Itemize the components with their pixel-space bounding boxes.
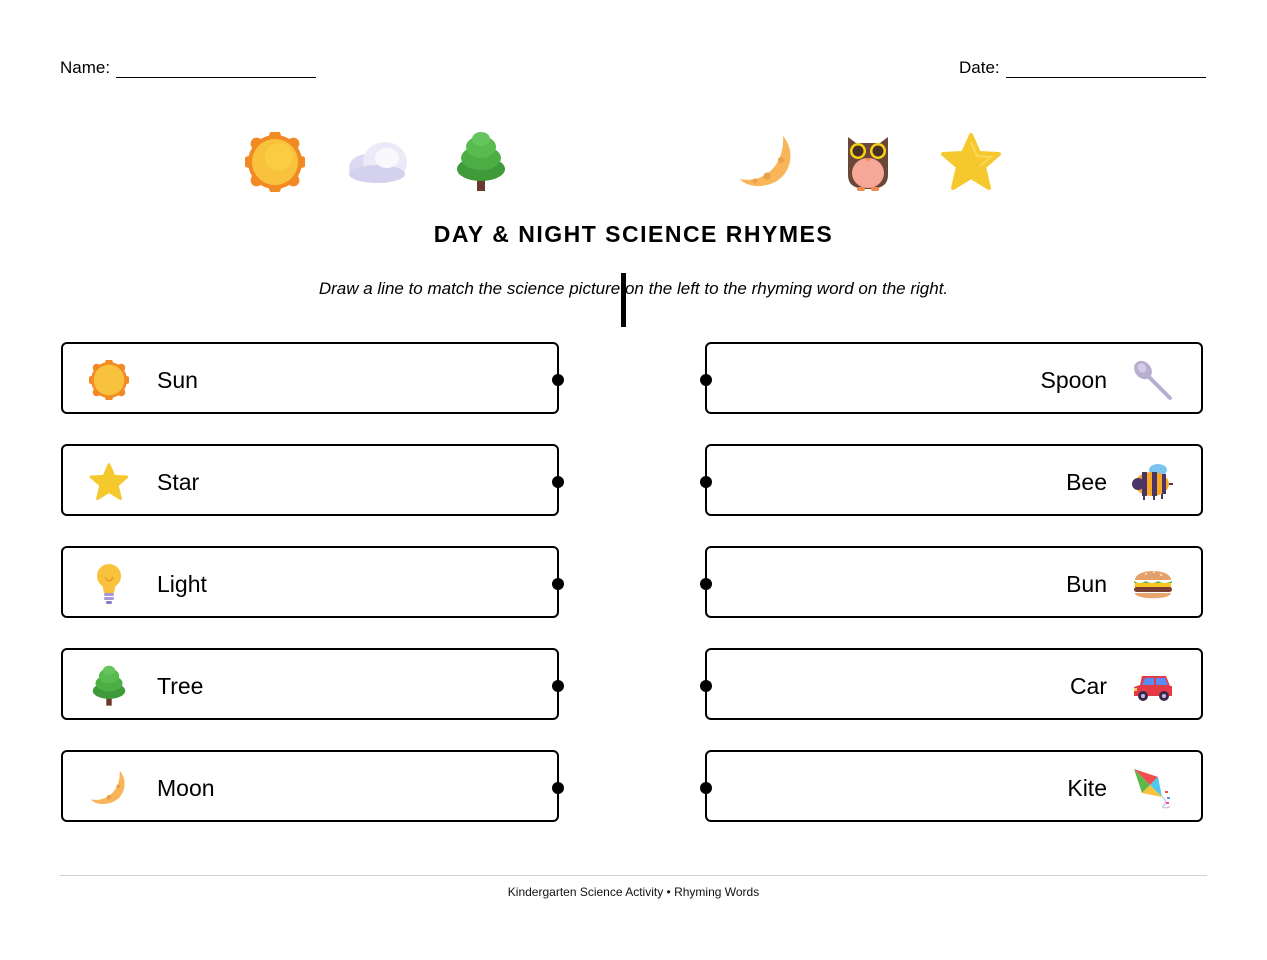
instructions: Draw a line to match the science picture on the left to the rhyming word on the right. — [318, 279, 949, 298]
name-input-line[interactable] — [116, 61, 316, 78]
crescent-moon-icon — [735, 130, 799, 194]
match-dot[interactable] — [552, 476, 564, 488]
tree-icon — [87, 664, 131, 708]
left-word: Moon — [157, 775, 215, 801]
date-input-line[interactable] — [1006, 61, 1206, 78]
left-word: Sun — [157, 367, 198, 393]
right-word: Bun — [1066, 571, 1107, 597]
right-item-spoon[interactable] — [705, 342, 1203, 414]
light-bulb-icon — [87, 562, 131, 606]
tree-icon — [449, 130, 513, 194]
left-item-tree[interactable] — [61, 648, 559, 720]
right-word: Bee — [1066, 469, 1107, 495]
date-label: Date: — [959, 58, 1000, 77]
match-dot[interactable] — [552, 782, 564, 794]
match-dot[interactable] — [700, 476, 712, 488]
match-dot[interactable] — [700, 374, 712, 386]
sun-icon — [243, 130, 307, 194]
banner-icons — [0, 130, 1267, 200]
left-item-sun[interactable] — [61, 342, 559, 414]
right-word: Spoon — [1040, 367, 1107, 393]
kite-icon — [1131, 766, 1175, 810]
left-word: Star — [157, 469, 200, 495]
star-icon — [939, 130, 1003, 194]
page-title: DAY & NIGHT SCIENCE RHYMES — [433, 221, 834, 247]
right-item-bee[interactable] — [705, 444, 1203, 516]
spoon-icon — [1131, 358, 1175, 402]
left-item-moon[interactable] — [61, 750, 559, 822]
match-dot[interactable] — [700, 782, 712, 794]
footer-text: Kindergarten Science Activity • Rhyming Words — [507, 885, 760, 899]
name-field[interactable] — [60, 58, 316, 78]
star-icon — [87, 460, 131, 504]
crescent-moon-icon — [87, 766, 131, 810]
right-word: Kite — [1067, 775, 1107, 801]
name-label: Name: — [60, 58, 111, 77]
match-dot[interactable] — [552, 374, 564, 386]
left-word: Tree — [157, 673, 204, 699]
match-dot[interactable] — [552, 680, 564, 692]
bee-icon — [1131, 460, 1175, 504]
match-dot[interactable] — [700, 680, 712, 692]
car-icon — [1131, 664, 1175, 708]
sun-icon — [87, 358, 131, 402]
left-item-light[interactable] — [61, 546, 559, 618]
right-word: Car — [1069, 673, 1107, 699]
right-item-bun[interactable] — [705, 546, 1203, 618]
left-item-star[interactable] — [61, 444, 559, 516]
left-word: Light — [157, 571, 207, 597]
date-field[interactable] — [959, 58, 1206, 78]
burger-icon — [1131, 562, 1175, 606]
right-item-car[interactable] — [705, 648, 1203, 720]
match-dot[interactable] — [552, 578, 564, 590]
owl-icon — [836, 130, 900, 194]
right-item-kite[interactable] — [705, 750, 1203, 822]
cloud-icon — [346, 130, 410, 194]
match-dot[interactable] — [700, 578, 712, 590]
footer-divider — [60, 875, 1207, 876]
